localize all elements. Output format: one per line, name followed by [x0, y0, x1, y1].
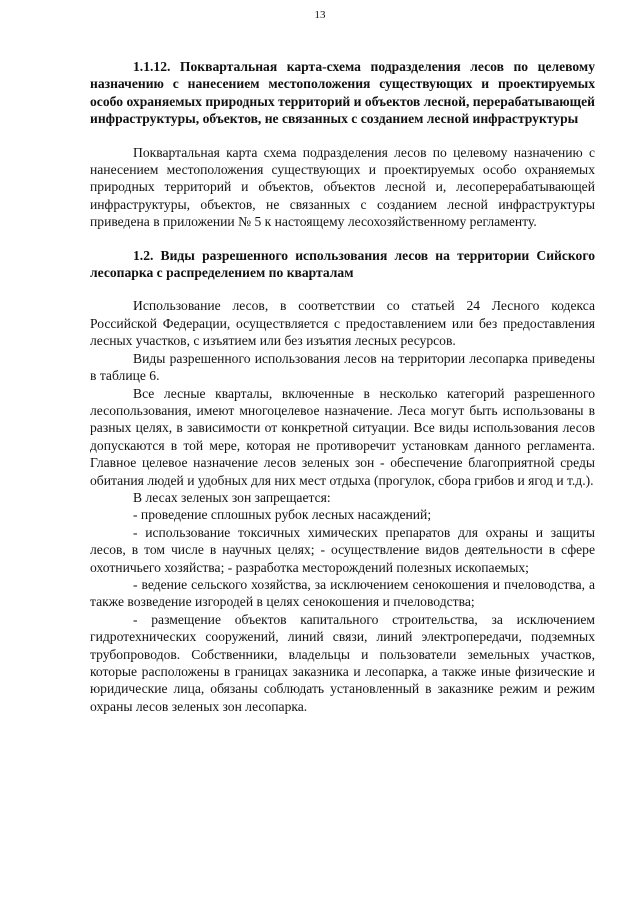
spacer: [90, 231, 595, 247]
section-heading-1-1-12: 1.1.12. Поквартальная карта-схема подразделения лесов по целевому назначению с нанесением местоположения существующих и проектируемых особо охраняемых природных территорий и объектов лесной, перерабатывающей инфраструктуры, объектов, не связанных с созданием лесной инфраструктуры: [90, 59, 595, 127]
spacer: [90, 128, 595, 144]
spacer: [90, 281, 595, 297]
list-item: - ведение сельского хозяйства, за исключением сенокошения и пчеловодства, а также возведение изгородей в целях сенокошения и пчеловодства;: [90, 576, 595, 610]
list-item: - использование токсичных химических препаратов для охраны и защиты лесов, в том числе в научных целях; - осуществление видов деятельности в сфере охотничьего хозяйства; - разработка месторождений полезных ископаемых;: [90, 524, 595, 575]
paragraph: Виды разрешенного использования лесов на территории лесопарка приведены в таблице 6.: [90, 350, 595, 384]
paragraph: Использование лесов, в соответствии со статьей 24 Лесного кодекса Российской Федерации, осуществляется с предоставлением или без предоставления лесных участков, с изъятием или без изъятия лесных ресурсов.: [90, 298, 595, 349]
section-heading-1-2: 1.2. Виды разрешенного использования лесов на территории Сийского лесопарка с распределением по кварталам: [90, 247, 595, 281]
paragraph: Поквартальная карта схема подразделения лесов по целевому назначению с нанесением местоположения существующих и проектируемых особо охраняемых природных территорий и объектов, объектов лесной и, лесоперерабатывающей инфраструктуры, объектов, не связанных с созданием лесной инфраструктуры приведена в приложении № 5 к настоящему лесохозяйственному регламенту.: [90, 144, 595, 230]
paragraph: В лесах зеленых зон запрещается:: [133, 489, 331, 505]
paragraph: Все лесные кварталы, включенные в несколько категорий разрешенного лесопользования, имеют многоцелевое назначение. Леса могут быть использованы в разных целях, в зависимости от конкретной ситуации. Все виды использования лесов допускаются в той мере, которая не противоречит установкам данного регламента. Главное целевое назначение лесов зеленых зон - обеспечение благоприятной среды обитания людей и удобных для них мест отдыха (прогулок, сбора грибов и ягод и т.д.).: [90, 385, 595, 488]
list-item: - размещение объектов капитального строительства, за исключением гидротехнических сооружений, линий связи, линий электропередачи, подземных трубопроводов. Собственники, владельцы и пользователи земельных участков, которые расположены в границах заказника и лесопарка, а также иные физические и юридические лица, обязаны соблюдать установленный в заказнике режим и режим охраны лесов зеленых зон лесопарка.: [90, 611, 595, 714]
page-number: 13: [314, 9, 326, 21]
document-body: [90, 58, 595, 715]
list-item: - проведение сплошных рубок лесных насаждений;: [133, 507, 432, 523]
